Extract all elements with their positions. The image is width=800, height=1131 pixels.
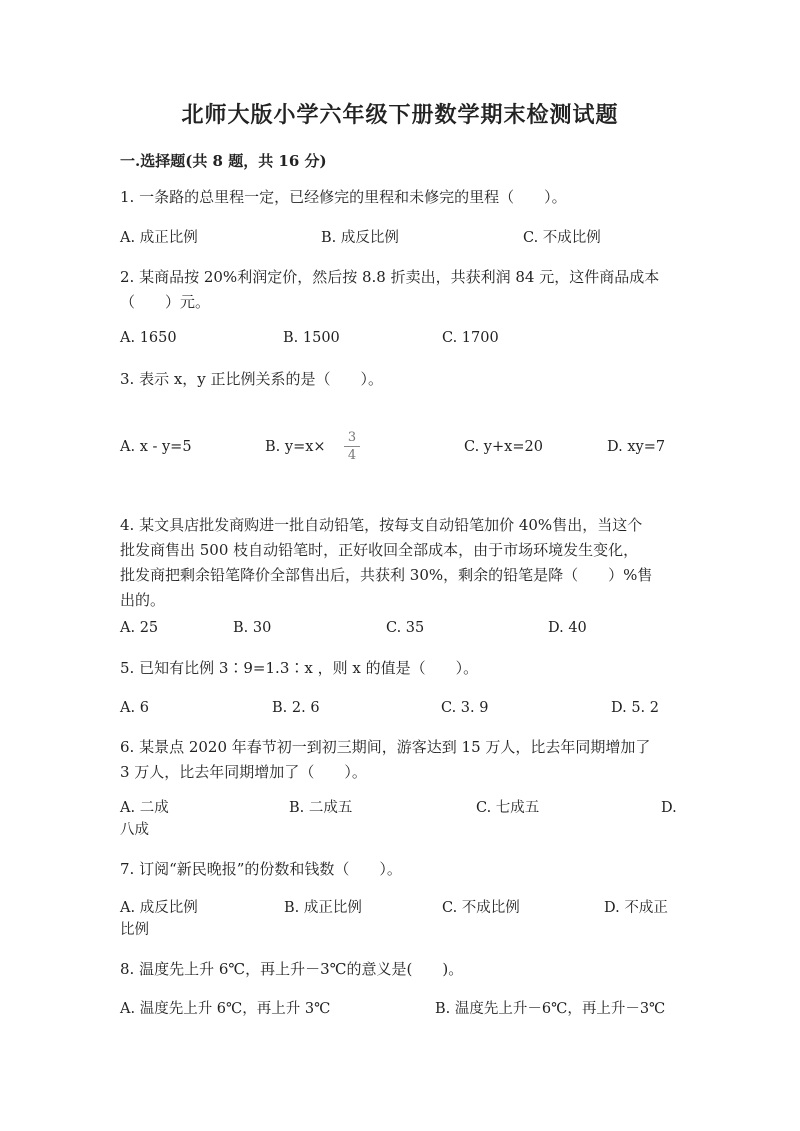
q7-option-d: D. 不成正 <box>604 900 668 916</box>
q6-option-b: B. 二成五 <box>289 800 353 816</box>
q3-option-b: B. y=x× <box>265 439 326 455</box>
fraction-bar <box>344 446 360 447</box>
question-2-stem <box>120 265 680 315</box>
q5-option-d: D. 5. 2 <box>611 700 659 716</box>
q6-stem-line-1: 6. 某景点 2020 年春节初一到初三期间，游客达到 15 万人，比去年同期增加了 <box>120 738 651 756</box>
question-4-stem <box>120 513 680 613</box>
q4-stem-line-2: 批发商售出 500 枝自动铅笔时，正好收回全部成本，由于市场环境发生变化， <box>120 541 639 559</box>
question-3-stem: 3. 表示 x，y 正比例关系的是（ ）。 <box>120 370 384 388</box>
q6-stem-line-2: 3 万人，比去年同期增加了（ ）。 <box>120 763 367 781</box>
question-7-stem: 7. 订阅“新民晚报”的份数和钱数（ ）。 <box>120 860 402 878</box>
q1-option-c: C. 不成比例 <box>523 230 601 246</box>
q2-stem-line-2: （ ）元。 <box>120 293 211 311</box>
fraction-denominator: 4 <box>347 448 357 463</box>
q3-option-d: D. xy=7 <box>607 439 666 455</box>
q2-option-b: B. 1500 <box>283 330 340 346</box>
q6-option-d: D. <box>661 800 677 816</box>
q4-option-a: A. 25 <box>120 620 159 636</box>
q2-option-c: C. 1700 <box>442 330 499 346</box>
q3-option-a: A. x - y=5 <box>120 439 192 455</box>
q1-option-a: A. 成正比例 <box>120 230 198 246</box>
q8-option-b: B. 温度先上升－6℃，再上升－3℃ <box>435 1001 666 1017</box>
q3-option-c: C. y+x=20 <box>464 439 543 455</box>
q8-option-a: A. 温度先上升 6℃，再上升 3℃ <box>120 1001 331 1017</box>
q1-option-b: B. 成反比例 <box>321 230 399 246</box>
q4-stem-line-1: 4. 某文具店批发商购进一批自动铅笔，按每支自动铅笔加价 40%售出，当这个 <box>120 516 643 534</box>
q6-option-d-wrap: 八成 <box>120 822 149 838</box>
q4-stem-line-3: 批发商把剩余铅笔降价全部售出后，共获利 30%，剩余的铅笔是降（ ）%售 <box>120 566 653 584</box>
q2-stem-line-1: 2. 某商品按 20%利润定价，然后按 8.8 折卖出，共获利润 84 元，这件商品成本 <box>120 268 660 286</box>
q5-option-a: A. 6 <box>120 700 149 716</box>
q4-option-d: D. 40 <box>548 620 587 636</box>
q2-option-a: A. 1650 <box>120 330 177 346</box>
q4-option-b: B. 30 <box>233 620 272 636</box>
q3-fraction <box>342 430 362 463</box>
q5-option-b: B. 2. 6 <box>272 700 320 716</box>
question-6-stem <box>120 735 680 785</box>
q7-option-c: C. 不成比例 <box>442 900 520 916</box>
page-title: 北师大版小学六年级下册数学期末检测试题 <box>181 102 619 128</box>
question-8-stem: 8. 温度先上升 6℃，再上升－3℃的意义是( )。 <box>120 960 464 978</box>
q7-option-a: A. 成反比例 <box>120 900 198 916</box>
q4-option-c: C. 35 <box>386 620 425 636</box>
question-5-stem: 5. 已知有比例 3∶9=1.3∶x ，则 x 的值是（ ）。 <box>120 659 479 677</box>
q7-option-b: B. 成正比例 <box>284 900 362 916</box>
fraction-numerator: 3 <box>347 430 357 445</box>
q5-option-c: C. 3. 9 <box>441 700 489 716</box>
q4-stem-line-4: 出的。 <box>120 591 166 609</box>
q6-option-c: C. 七成五 <box>476 800 540 816</box>
section-heading: 一.选择题(共 8 题，共 16 分) <box>120 152 327 170</box>
q6-option-a: A. 二成 <box>120 800 169 816</box>
q7-option-d-wrap: 比例 <box>120 922 149 938</box>
question-1-stem: 1. 一条路的总里程一定，已经修完的里程和未修完的里程（ ）。 <box>120 188 567 206</box>
